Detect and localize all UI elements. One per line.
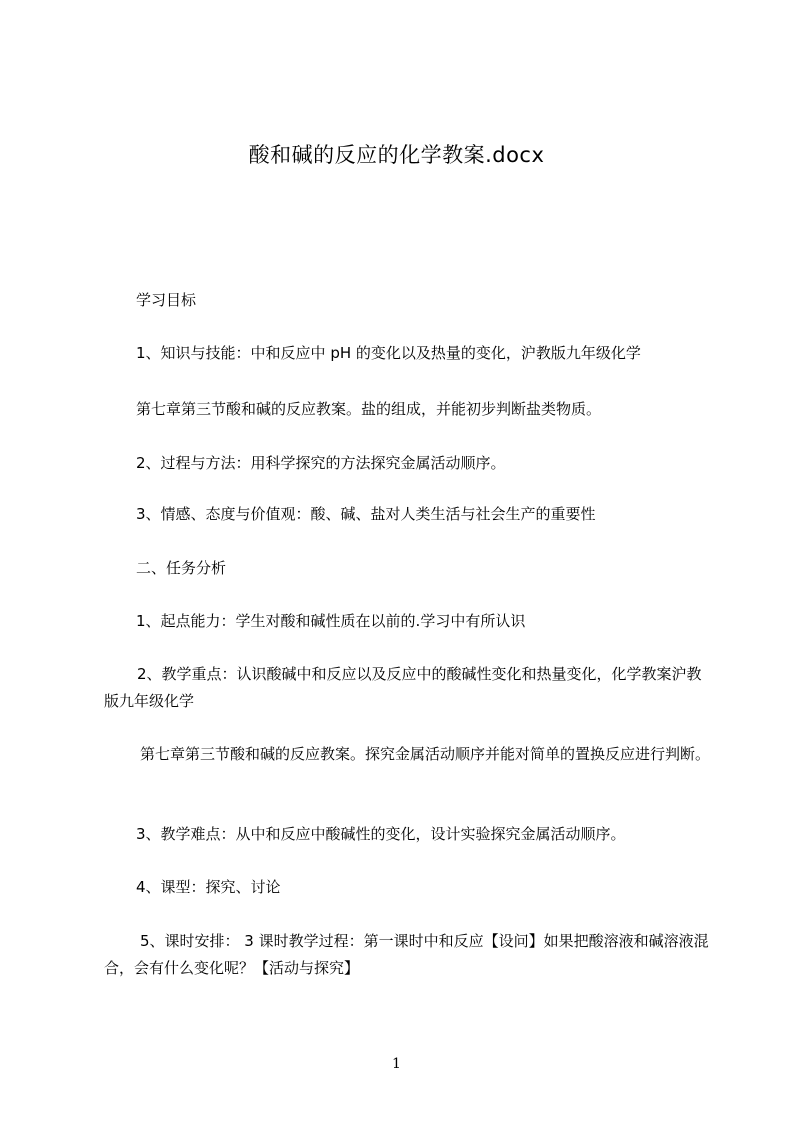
page-number: 1 [392,1056,401,1072]
paragraph-process-method: 2、过程与方法：用科学探究的方法探究金属活动顺序。 [136,454,506,472]
paragraph-chapter-salt: 第七章第三节酸和碱的反应教案。盐的组成，并能初步判断盐类物质。 [136,400,602,418]
paragraph-lesson-type: 4、课型：探究、讨论 [136,878,281,896]
paragraph-knowledge-skills: 1、知识与技能：中和反应中 pH 的变化以及热量的变化，沪教版九年级化学 [136,344,641,362]
paragraph-starting-ability: 1、起点能力：学生对酸和碱性质在以前的.学习中有所认识 [136,612,526,630]
section-heading-learning-goals: 学习目标 [136,291,197,309]
paragraph-chapter-metal-activity-text: 第七章第三节酸和碱的反应教案。探究金属活动顺序并能对简单的置换反应进行判断。 [140,745,711,763]
paragraph-lesson-schedule [104,928,714,982]
paragraph-teaching-difficulty: 3、教学难点：从中和反应中酸碱性的变化，设计实验探究金属活动顺序。 [136,825,626,843]
paragraph-teaching-focus [104,661,714,715]
paragraph-chapter-metal-activity [104,741,714,768]
paragraph-teaching-focus-text: 2、教学重点：认识酸碱中和反应以及反应中的酸碱性变化和热量变化，化学教案沪教版九年级化学 [104,665,702,710]
paragraph-values: 3、情感、态度与价值观：酸、碱、盐对人类生活与社会生产的重要性 [136,505,596,523]
document-title: 酸和碱的反应的化学教案.docx [248,143,545,167]
paragraph-lesson-schedule-text: 5、课时安排： 3 课时教学过程：第一课时中和反应【设问】如果把酸溶液和碱溶液混合，会有什么变化呢？【活动与探究】 [104,932,709,977]
section-heading-task-analysis: 二、任务分析 [136,559,227,577]
